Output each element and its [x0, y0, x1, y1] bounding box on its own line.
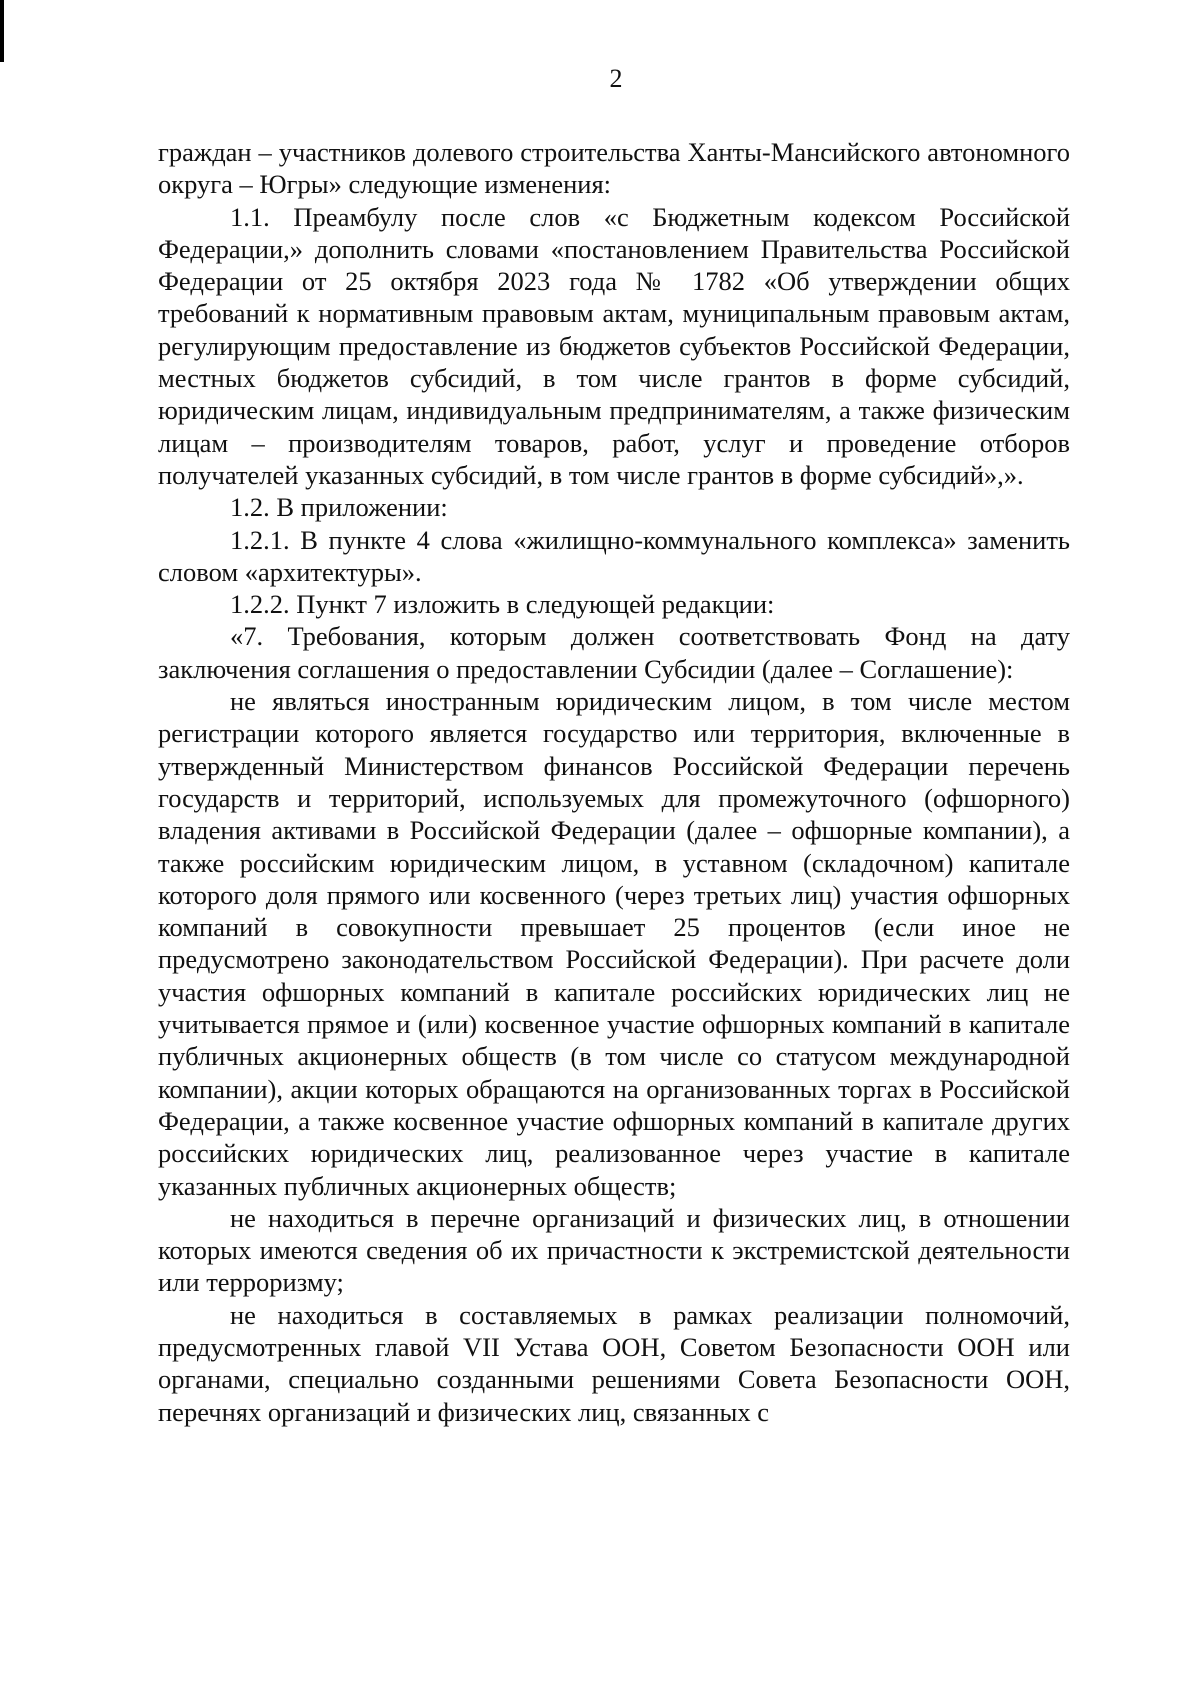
- paragraph-item-7: «7. Требования, которым должен соответствовать Фонд на дату заключения соглашения о предоставлении Субсидии (далее – Соглашение):: [158, 621, 1070, 684]
- scan-edge-mark: [0, 0, 4, 62]
- paragraph-un-requirement: не находиться в составляемых в рамках реализации полномочий, предусмотренных главой VII Устава ООН, Советом Безопасности ООН или органами, специально созданными решениями Совета Безопасности ООН, перечнях организаций и физических лиц, связанных с: [158, 1299, 1070, 1427]
- document-body: [158, 136, 1070, 1428]
- paragraph-1-2: 1.2. В приложении:: [230, 492, 448, 523]
- paragraph-1-1: 1.1. Преамбулу после слов «с Бюджетным кодексом Российской Федерации,» дополнить словами «постановлением Правительства Российской Федерации от 25 октября 2023 года № 1782 «Об утверждении общих требований к нормативным правовым актам, муниципальным правовым актам, регулирующим предоставление из бюджетов субъектов Российской Федерации, местных бюджетов субсидий, в том числе грантов в форме субсидий, юридическим лицам, индивидуальным предпринимателям, а также физическим лицам – производителям товаров, работ, услуг и проведение отборов получателей указанных субсидий, в том числе грантов в форме субсидий»,».: [158, 201, 1070, 490]
- paragraph-1-2-2: 1.2.2. Пункт 7 изложить в следующей редакции:: [230, 589, 775, 620]
- paragraph-continuation: граждан – участников долевого строительства Ханты-Мансийского автономного округа – Югры» следующие изменения:: [158, 137, 1070, 200]
- paragraph-extremism-requirement: не находиться в перечне организаций и физических лиц, в отношении которых имеются сведения об их причастности к экстремистской деятельности или терроризму;: [158, 1202, 1070, 1298]
- paragraph-offshore-requirement: не являться иностранным юридическим лицом, в том числе местом регистрации которого является государство или территория, включенные в утвержденный Министерством финансов Российской Федерации перечень государств и территорий, используемых для промежуточного (офшорного) владения активами в Российской Федерации (далее – офшорные компании), а также российским юридическим лицом, в уставном (складочном) капитале которого доля прямого или косвенного (через третьих лиц) участия офшорных компаний в совокупности превышает 25 процентов (если иное не предусмотрено законодательством Российской Федерации). При расчете доли участия офшорных компаний в капитале российских юридических лиц не учитывается прямое и (или) косвенное участие офшорных компаний в капитале публичных акционерных обществ (в том числе со статусом международной компании), акции которых обращаются на организованных торгах в Российской Федерации, а также косвенное участие офшорных компаний в капитале других российских юридических лиц, реализованное через участие в капитале указанных публичных акционерных обществ;: [158, 686, 1070, 1201]
- paragraph-1-2-1: 1.2.1. В пункте 4 слова «жилищно-коммунального комплекса» заменить словом «архитектуры».: [158, 524, 1070, 587]
- page-number: 2: [609, 64, 623, 93]
